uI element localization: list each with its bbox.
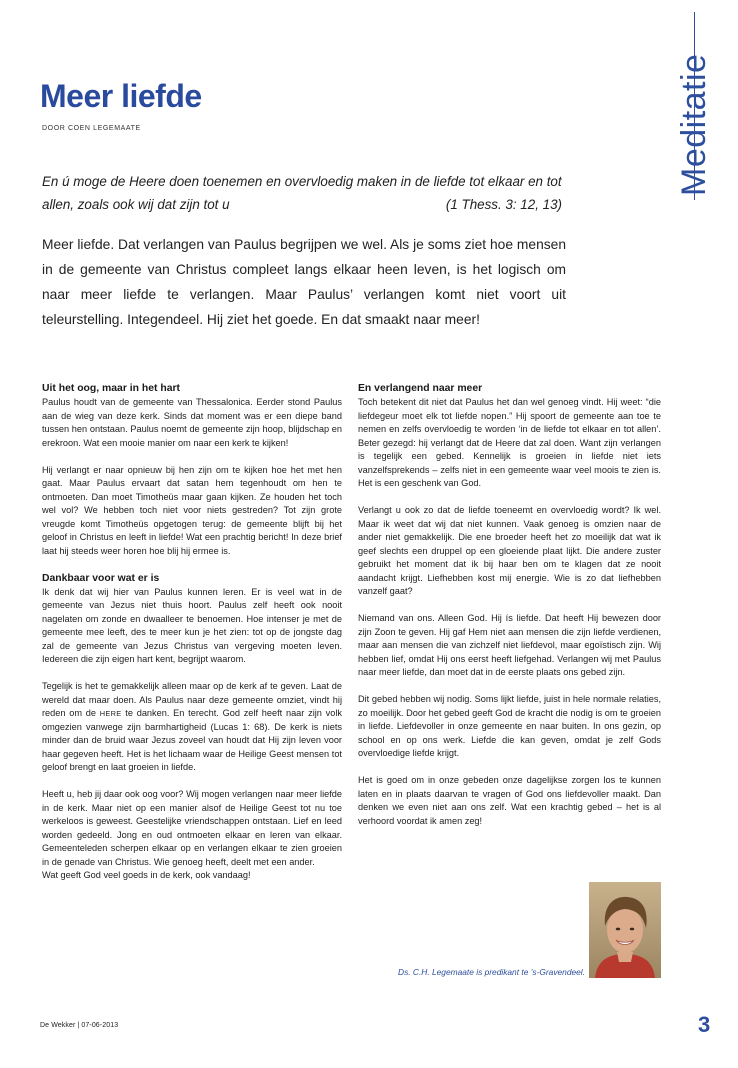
paragraph: Hij verlangt er naar opnieuw bij hen zijn om te kijken hoe het met hen gaat. Maar Paulus ervaart dat satan hem tegenhoudt om hen te ontmoeten. Dan moet Timotheüs maar gaan kijken. Ze houden het toch wel vol? We hebben toch niet voor niets gestreden? Tot zijn grote vreugde komt Timotheüs opgetogen terug: de gemeente blijft bij het geloof in Christus en leeft in liefde! Wat een prachtig bericht! In deze brief laat hij steeds weer horen hoe blij hij ermee is. <box>42 464 342 556</box>
author-caption: Ds. C.H. Legemaate is predikant te ’s-Gravendeel. <box>398 967 585 977</box>
paragraph: Dit gebed hebben wij nodig. Soms lijkt liefde, juist in hele normale relaties, zo moeilijk. Door het gebed geeft God de kracht die nodig is om te groeien in liefde. Liefdevoller in onze gemeente en naar buiten. In ons gezin, op school en op ons werk. Liefde die kan geven, omdat je zelf Gods overvloedige liefde krijgt. <box>358 694 661 758</box>
quote-line-2-text: allen, zoals ook wij dat zijn tot u <box>42 197 230 212</box>
left-column <box>42 382 342 883</box>
section-label: Meditatie <box>675 53 713 196</box>
paragraph-text: te danken. En terecht. God zelf heeft naar zijn volk omgezien vanwege zijn barmhartigheid (Lucas 1: 68). De kerk is niets minder dan de bruid waar Jezus zoveel van houdt dat Hij zijn leven voor haar gegeven heeft. Het is het lichaam waar de Heilige Geest mensen tot geloof brengt en laat groeien in liefde. <box>42 708 343 772</box>
quote-reference: (1 Thess. 3: 12, 13) <box>445 197 562 212</box>
right-column <box>358 382 661 828</box>
paragraph: Wat geeft God veel goeds in de kerk, ook vandaag! <box>42 870 251 880</box>
quote-line-2 <box>42 193 562 216</box>
article-title: Meer liefde <box>40 78 202 114</box>
paragraph: Heeft u, heb jij daar ook oog voor? Wij mogen verlangen naar meer liefde in de kerk. Maar niet op een manier alsof de Heilige Geest tot nu toe werkeloos is geweest. Geestelijke vriendschappen ontstaan. Lief en leed worden gedeeld. Jong en oud ontmoeten elkaar en leren van elkaar. Gemeenteleden scherpen elkaar op en verlangen elkaar te zien groeien in de genade van Christus. Wie genoeg heeft, deelt met een ander. <box>42 789 342 867</box>
footer-publication: De Wekker | 07-06-2013 <box>40 1022 119 1029</box>
bible-quote <box>42 170 562 216</box>
paragraph-text: Tegelijk is het te gemakkelijk alleen maar op de kerk af te geven. Laat de wereld dat maar doen. Als Paulus naar deze gemeente omziet, vindt hij reden om de <box>42 681 342 718</box>
paragraph: Toch betekent dit niet dat Paulus het dan wel genoeg vindt. Hij weet: “die liefdegeur moet elk tot liefde nopen.” Hij spoort de gemeente aan toe te nemen en zelfs overvloedig te worden ‘in de liefde tot elkaar en tot allen’. Beter gezegd: hij verlangt dat de Heere dat zal doen. Want zijn verlangen is tegelijk een gebed. Kennelijk is groeien in liefde niet iets vanzelfsprekends – zelfs niet in een gemeente waar veel moois te zien is. Het is een geschenk van God. <box>358 397 661 488</box>
paragraph: Paulus houdt van de gemeente van Thessalonica. Eerder stond Paulus aan de wieg van deze kerk. Sinds dat moment was er een diepe band tussen hen ontstaan. Paulus noemt de gemeente zijn hoop, blijdschap en erekroon. Wat een mooie manier om naar een kerk te kijken! <box>42 397 342 448</box>
subheading-dankbaar: Dankbaar voor wat er is <box>42 572 160 584</box>
page-number: 3 <box>698 1012 711 1037</box>
subheading-uit-het-oog: Uit het oog, maar in het hart <box>42 383 180 394</box>
byline: DOOR COEN LEGEMAATE <box>42 125 141 132</box>
subheading-en-verlangend: En verlangend naar meer <box>358 383 483 394</box>
paragraph: Ik denk dat wij hier van Paulus kunnen leren. Er is veel wat in de gemeente van Jezus niet thuis hoort. Paulus zelf heeft ook nooit nagelaten om zonde en dwaalleer te benoemen. Hoe intenser je met de gemeente mee leeft, des te meer kun je het zien: tot op de jongste dag zal de gemeente van Jezus Christus van vergeving moeten leven. Iedereen die zijn eigen hart kent, begrijpt waarom. <box>42 586 342 664</box>
small-caps-heere: HERE <box>99 709 122 718</box>
author-portrait-icon <box>589 882 661 978</box>
paragraph <box>42 680 342 775</box>
paragraph: Het is goed om in onze gebeden onze dagelijkse zorgen los te kunnen laten en in plaats daarvan te vragen of God ons liefdevoller maakt. Dan denken we even niet aan ons zelf. Wat een krachtig gebed – het is al verhoord voordat ik amen zeg! <box>358 775 661 826</box>
paragraph: Niemand van ons. Alleen God. Hij ís liefde. Dat heeft Hij bewezen door zijn Zoon te geven. Hij gaf Hem niet aan mensen die zijn liefde verdienen, maar aan mensen die van zichzelf niet liefdevol, maar egoïstisch zijn. Wij hebben lief, omdat Hij ons eerst heeft liefgehad. Verlangen wij met Paulus naar meer liefde, dan moet dat in de eerste plaats ons gebed zijn. <box>358 613 661 677</box>
quote-line-1: En ú moge de Heere doen toenemen en overvloedig maken in de liefde tot elkaar en tot <box>42 174 562 189</box>
paragraph: Verlangt u ook zo dat de liefde toeneemt en overvloedig wordt? Ik wel. Maar ik weet dat wij dat niet kunnen. Vaak genoeg is omzien naar de ander niet gemakkelijk. Die ene broeder heeft het zo moeilijk dat wat ik geef slechts een druppel op een gloeiende plaat lijkt. Die andere zuster gebruikt het moment dat ik bij haar ben om te klagen dat ze nooit aandacht krijgt. Liefhebben kost mij energie. Wie is zo dat liefhebben vanzelf gaat? <box>358 505 661 596</box>
author-photo <box>589 882 661 978</box>
intro-paragraph: Meer liefde. Dat verlangen van Paulus begrijpen we wel. Als je soms ziet hoe mensen in de gemeente van Christus compleet langs elkaar heen leven, is het logisch om naar meer liefde te verlangen. Maar Paulus’ verlangen komt niet voort uit teleurstelling. Integendeel. Hij ziet het goede. En dat smaakt naar meer! <box>42 237 566 327</box>
